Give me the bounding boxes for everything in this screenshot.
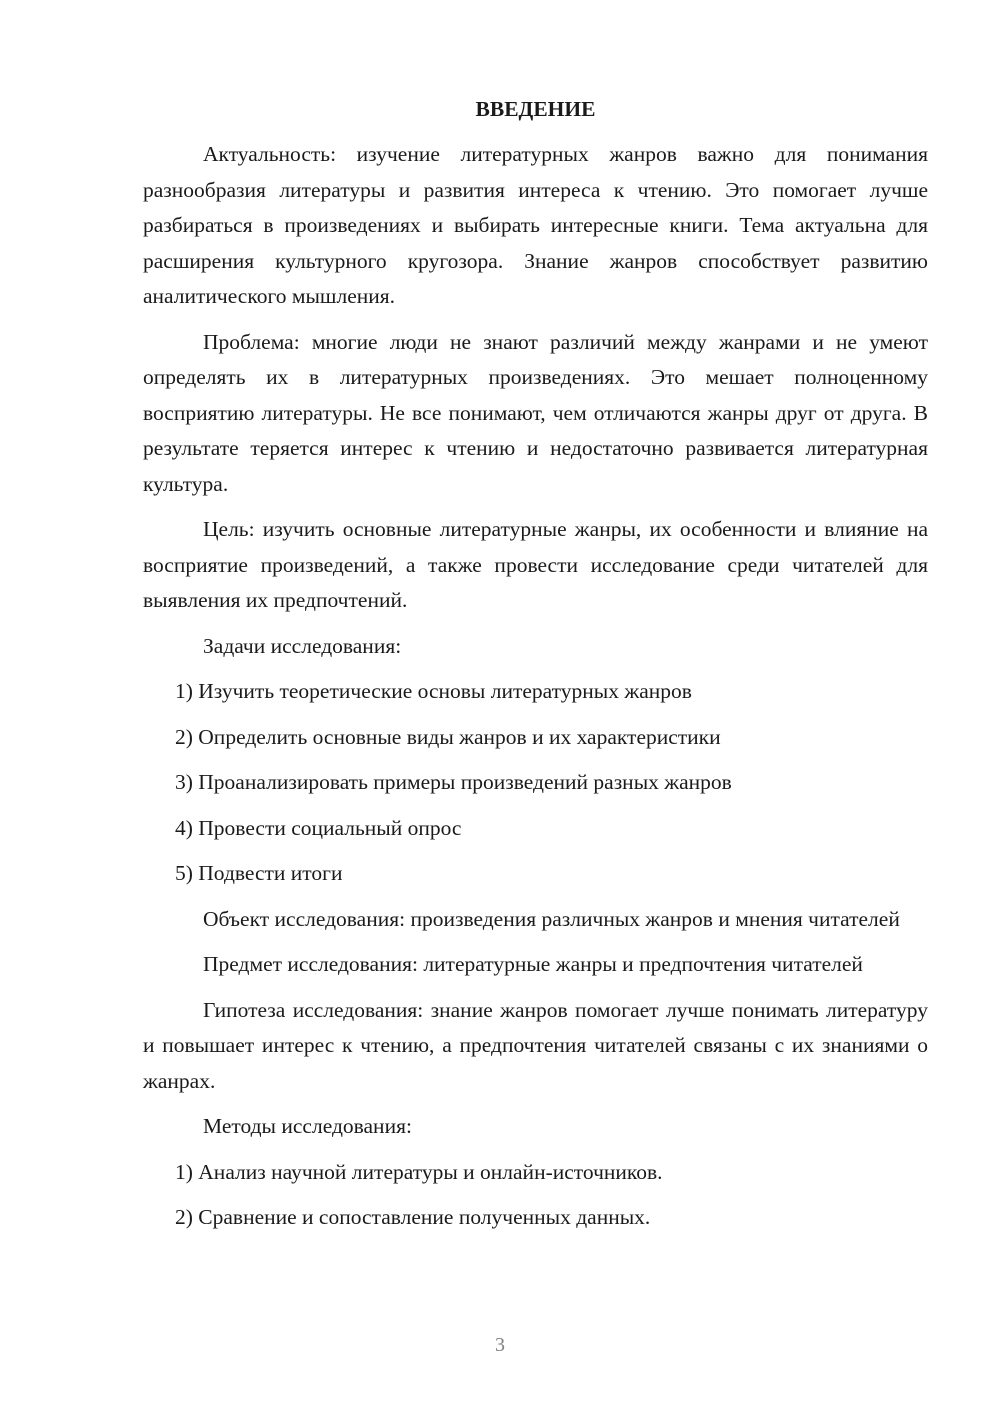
list-item: 5) Подвести итоги [175, 861, 343, 885]
methods-heading: Методы исследования: [203, 1114, 412, 1138]
tasks-list [143, 674, 928, 892]
list-item: 1) Изучить теоретические основы литературных жанров [175, 679, 692, 703]
list-item: 2) Сравнение и сопоставление полученных данных. [175, 1205, 651, 1229]
goal-paragraph: Цель: изучить основные литературные жанры, их особенности и влияние на восприятие произведений, а также провести исследование среди читателей для выявления их предпочтений. [143, 517, 928, 612]
list-item: 1) Анализ научной литературы и онлайн-источников. [175, 1159, 663, 1184]
problem-paragraph: Проблема: многие люди не знают различий между жанрами и не умеют определять их в литературных произведениях. Это мешает полноценному восприятию литературы. Не все понимают, чем отличаются жанры друг от друга. В результате теряется интерес к чтению и недостаточно развивается литературная культура. [143, 329, 928, 496]
tasks-heading: Задачи исследования: [203, 633, 402, 658]
hypothesis-paragraph: Гипотеза исследования: знание жанров помогает лучше понимать литературу и повышает интерес к чтению, а предпочтения читателей связаны с их знаниями о жанрах. [143, 997, 928, 1093]
document-body [143, 92, 928, 1246]
page-title: ВВЕДЕНИЕ [475, 97, 596, 121]
list-item: 2) Определить основные виды жанров и их характеристики [175, 724, 721, 749]
list-item: 3) Проанализировать примеры произведений разных жанров [175, 770, 732, 794]
relevance-paragraph: Актуальность: изучение литературных жанров важно для понимания разнообразия литературы и развития интереса к чтению. Это помогает лучше разбираться в произведениях и выбирать интересные книги. Тема актуальна для расширения культурного кругозора. Знание жанров способствует развитию аналитического мышления. [143, 142, 928, 308]
methods-list [143, 1155, 928, 1236]
list-item: 4) Провести социальный опрос [175, 815, 462, 840]
object-paragraph: Объект исследования: произведения различных жанров и мнения читателей [203, 906, 900, 931]
subject-paragraph: Предмет исследования: литературные жанры и предпочтения читателей [203, 952, 863, 976]
page-number: 3 [495, 1334, 505, 1356]
